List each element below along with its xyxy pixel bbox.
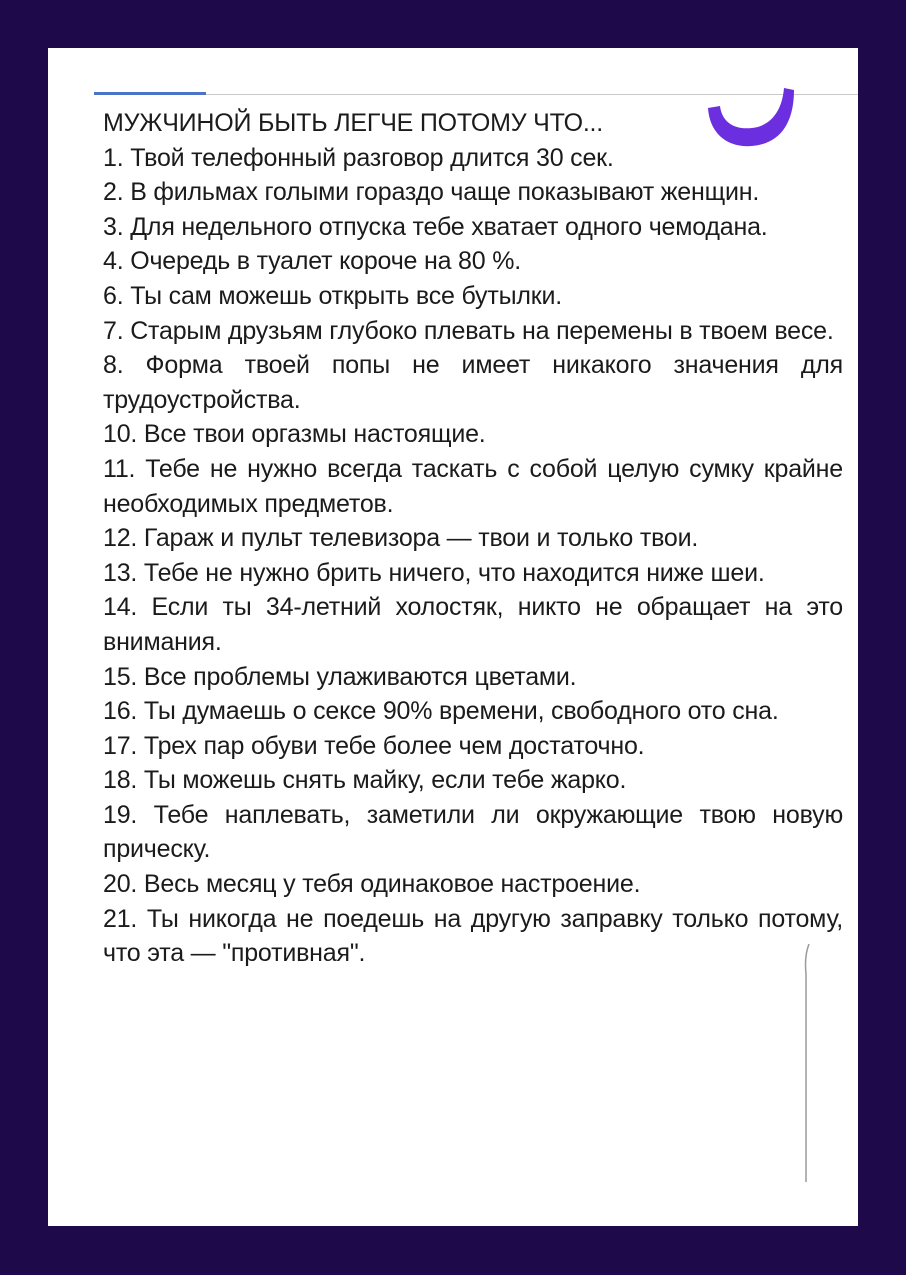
page-title: МУЖЧИНОЙ БЫТЬ ЛЕГЧЕ ПОТОМУ ЧТО... — [103, 109, 604, 137]
list-item: 10. Все твои оргазмы настоящие. — [103, 420, 486, 449]
list-item: 19. Тебе наплевать, заметили ли окружающие твою новую прическу. — [103, 800, 843, 864]
top-divider-accent — [94, 92, 206, 95]
list-item: 13. Тебе не нужно брить ничего, что находится ниже шеи. — [103, 558, 765, 587]
list-item: 3. Для недельного отпуска тебе хватает одного чемодана. — [103, 212, 768, 241]
list-item: 7. Старым друзьям глубоко плевать на перемены в твоем весе. — [103, 316, 834, 345]
item-list — [103, 141, 843, 971]
list-item: 12. Гараж и пульт телевизора — твои и только твои. — [103, 524, 699, 553]
list-item: 18. Ты можешь снять майку, если тебе жарко. — [103, 766, 627, 795]
text-body — [103, 106, 843, 971]
list-item: 1. Твой телефонный разговор длится 30 сек. — [103, 143, 614, 172]
list-item: 21. Ты никогда не поедешь на другую заправку только потому, что эта — "противная". — [103, 904, 843, 968]
list-item: 15. Все проблемы улаживаются цветами. — [103, 662, 577, 691]
list-item: 14. Если ты 34-летний холостяк, никто не обращает на это внимания. — [103, 593, 843, 656]
document-card — [48, 48, 858, 1226]
list-item: 20. Весь месяц у тебя одинаковое настроение. — [103, 870, 641, 899]
list-item: 2. В фильмах голыми гораздо чаще показывают женщин. — [103, 178, 760, 207]
list-item: 4. Очередь в туалет короче на 80 %. — [103, 247, 521, 276]
side-bracket-mark — [804, 944, 810, 1182]
list-item: 16. Ты думаешь о сексе 90% времени, свободного ото сна. — [103, 697, 779, 726]
list-item: 17. Трех пар обуви тебе более чем достаточно. — [103, 731, 645, 760]
list-item: 6. Ты сам можешь открыть все бутылки. — [103, 281, 562, 310]
list-item: 11. Тебе не нужно всегда таскать с собой целую сумку крайне необходимых предметов. — [103, 454, 843, 518]
list-item: 8. Форма твоей попы не имеет никакого значения для трудоустройства. — [103, 351, 843, 414]
